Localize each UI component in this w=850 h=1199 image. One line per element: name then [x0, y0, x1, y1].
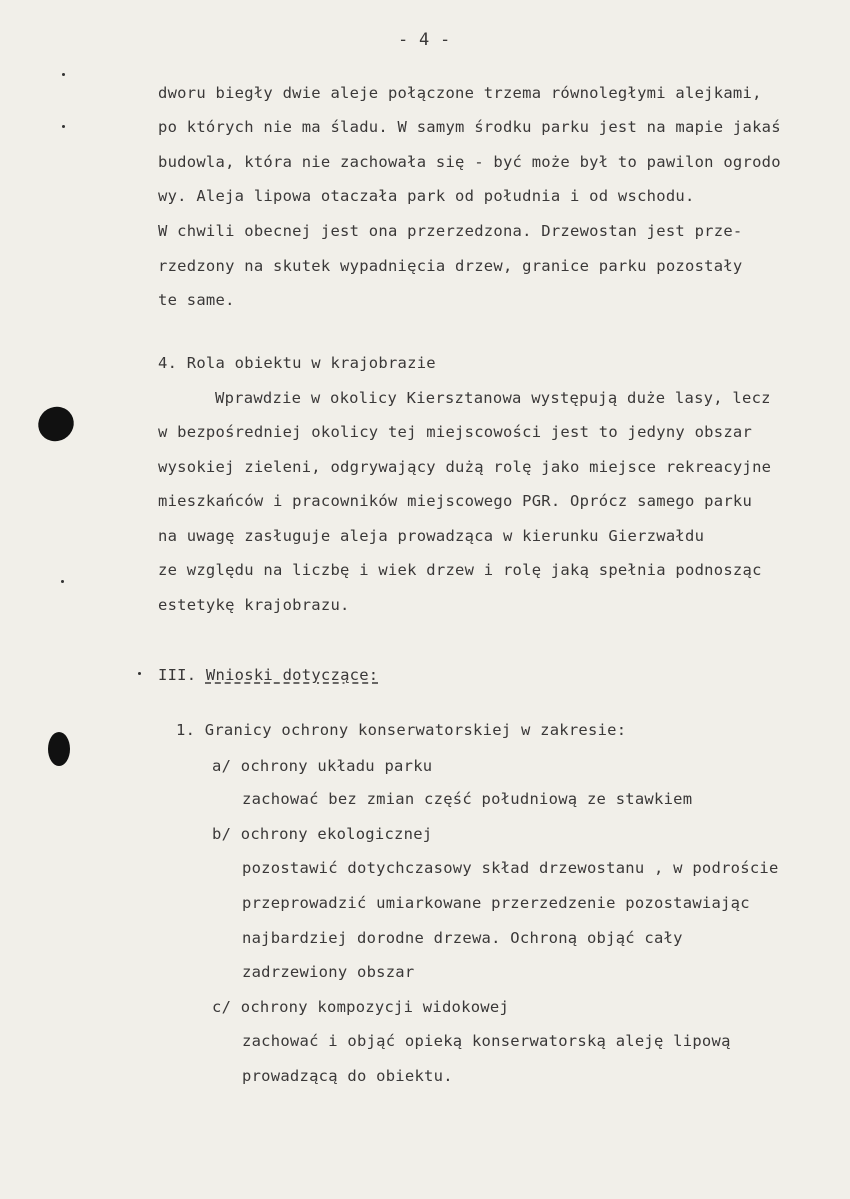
text-line: zachować bez zmian część południową ze stawkiem — [242, 790, 693, 808]
text-line: te same. — [158, 291, 235, 309]
text-line: ze względu na liczbę i wiek drzew i rolę jaką spełnia podnosząc — [158, 561, 762, 579]
list-item: 1. Granicy ochrony konserwatorskiej w zakresie: — [176, 721, 627, 739]
text-line: zadrzewiony obszar — [242, 963, 415, 981]
paper-speck — [62, 73, 65, 76]
section-numeral: III. — [158, 666, 197, 684]
punch-hole — [48, 732, 70, 766]
text-line: w bezpośredniej okolicy tej miejscowości jest to jedyny obszar — [158, 423, 753, 441]
text-line: Wprawdzie w okolicy Kiersztanowa występują duże lasy, lecz — [215, 389, 771, 407]
list-item: a/ ochrony układu parku — [212, 757, 433, 775]
text-line: mieszkańców i pracowników miejscowego PGR. Oprócz samego parku — [158, 492, 753, 510]
text-line: rzedzony na skutek wypadnięcia drzew, granice parku pozostały — [158, 257, 743, 275]
text-line: po których nie ma śladu. W samym środku parku jest na mapie jakaś — [158, 118, 781, 136]
paper-speck — [138, 672, 141, 675]
text-line: przeprowadzić umiarkowane przerzedzenie pozostawiając — [242, 894, 750, 912]
text-line: pozostawić dotychczasowy skład drzewostanu , w podroście — [242, 859, 779, 877]
text-line: estetykę krajobrazu. — [158, 596, 350, 614]
section-heading: 4. Rola obiektu w krajobrazie — [158, 354, 436, 372]
text-line: prowadzącą do obiektu. — [242, 1067, 453, 1085]
punch-hole — [32, 400, 80, 447]
paper-speck — [62, 125, 65, 128]
text-line: W chwili obecnej jest ona przerzedzona. Drzewostan jest prze- — [158, 222, 743, 240]
text-line: najbardziej dorodne drzewa. Ochroną objąć cały — [242, 929, 683, 947]
section-title: Wnioski dotyczące: — [205, 666, 379, 684]
page-number: - 4 - — [398, 30, 451, 50]
list-item: b/ ochrony ekologicznej — [212, 825, 433, 843]
text-line: dworu biegły dwie aleje połączone trzema równoległymi alejkami, — [158, 84, 762, 102]
text-line: budowla, która nie zachowała się - być może był to pawilon ogrodo — [158, 153, 781, 171]
text-line: wy. Aleja lipowa otaczała park od południa i od wschodu. — [158, 187, 695, 205]
text-line: na uwagę zasługuje aleja prowadząca w kierunku Gierzwałdu — [158, 527, 705, 545]
text-line: wysokiej zieleni, odgrywający dużą rolę jako miejsce rekreacyjne — [158, 458, 772, 476]
text-line: zachować i objąć opieką konserwatorską aleję lipową — [242, 1032, 731, 1050]
list-item: c/ ochrony kompozycji widokowej — [212, 998, 510, 1016]
section-heading — [158, 666, 378, 684]
paper-speck — [61, 580, 64, 583]
